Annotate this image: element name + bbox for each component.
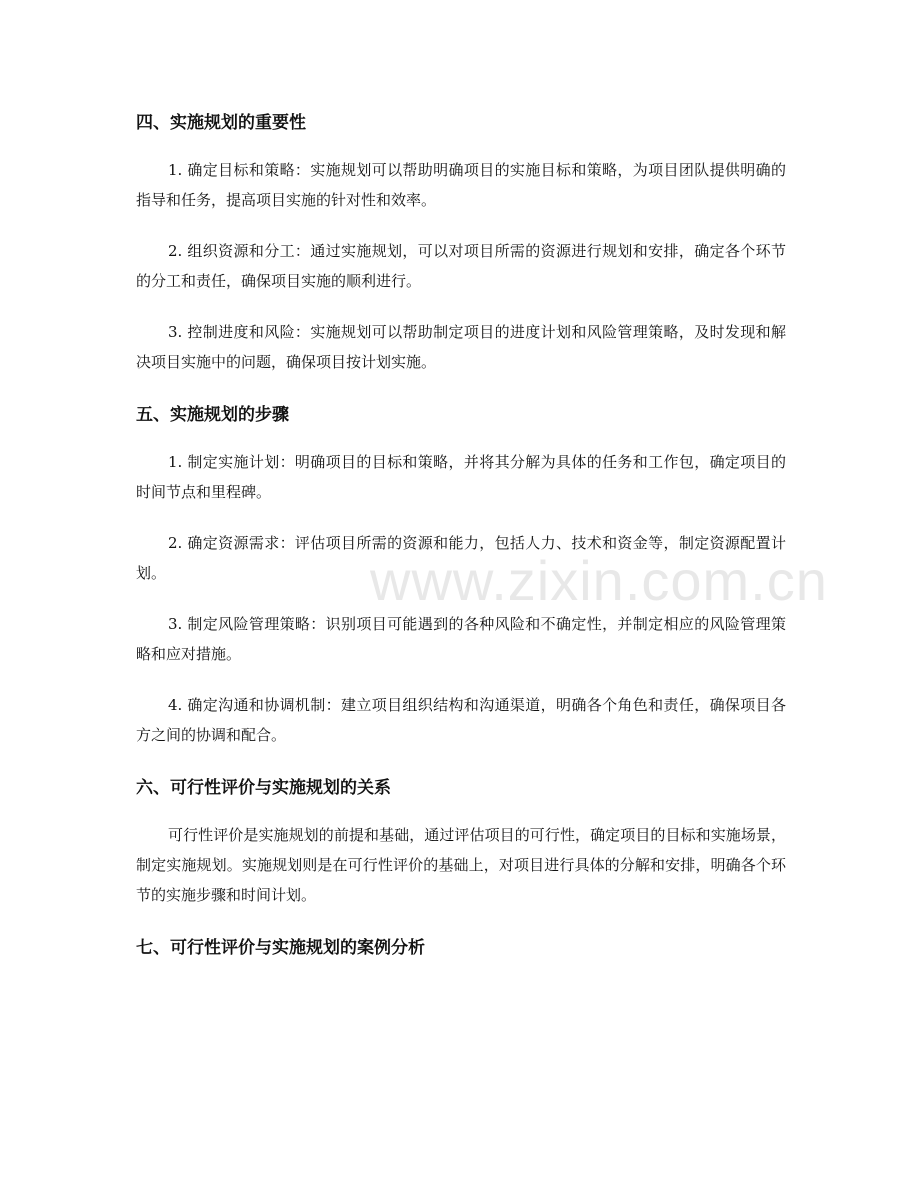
paragraph: 3. 制定风险管理策略：识别项目可能遇到的各种风险和不确定性，并制定相应的风险管理策略和应对措施。 — [136, 615, 786, 663]
section-heading-6: 六、可行性评价与实施规划的关系 — [136, 778, 391, 798]
section-heading-4: 四、实施规划的重要性 — [136, 113, 306, 133]
paragraph: 2. 确定资源需求：评估项目所需的资源和能力，包括人力、技术和资金等，制定资源配置计划。 — [136, 534, 786, 582]
paragraph: 1. 制定实施计划：明确项目的目标和策略，并将其分解为具体的任务和工作包，确定项目的时间节点和里程碑。 — [136, 453, 786, 501]
document-body — [136, 106, 786, 965]
paragraph: 2. 组织资源和分工：通过实施规划，可以对项目所需的资源进行规划和安排，确定各个环节的分工和责任，确保项目实施的顺利进行。 — [136, 242, 786, 290]
paragraph: 1. 确定目标和策略：实施规划可以帮助明确项目的实施目标和策略，为项目团队提供明确的指导和任务，提高项目实施的针对性和效率。 — [136, 161, 786, 209]
paragraph: 4. 确定沟通和协调机制：建立项目组织结构和沟通渠道，明确各个角色和责任，确保项目各方之间的协调和配合。 — [136, 696, 786, 744]
paragraph: 3. 控制进度和风险：实施规划可以帮助制定项目的进度计划和风险管理策略，及时发现和解决项目实施中的问题，确保项目按计划实施。 — [136, 323, 786, 371]
section-heading-7: 七、可行性评价与实施规划的案例分析 — [136, 938, 425, 958]
paragraph: 可行性评价是实施规划的前提和基础，通过评估项目的可行性，确定项目的目标和实施场景，制定实施规划。实施规划则是在可行性评价的基础上，对项目进行具体的分解和安排，明确各个环节的实施步骤和时间计划。 — [136, 826, 786, 904]
section-heading-5: 五、实施规划的步骤 — [136, 405, 289, 425]
watermark: www.zixin.com.cn — [370, 549, 828, 612]
